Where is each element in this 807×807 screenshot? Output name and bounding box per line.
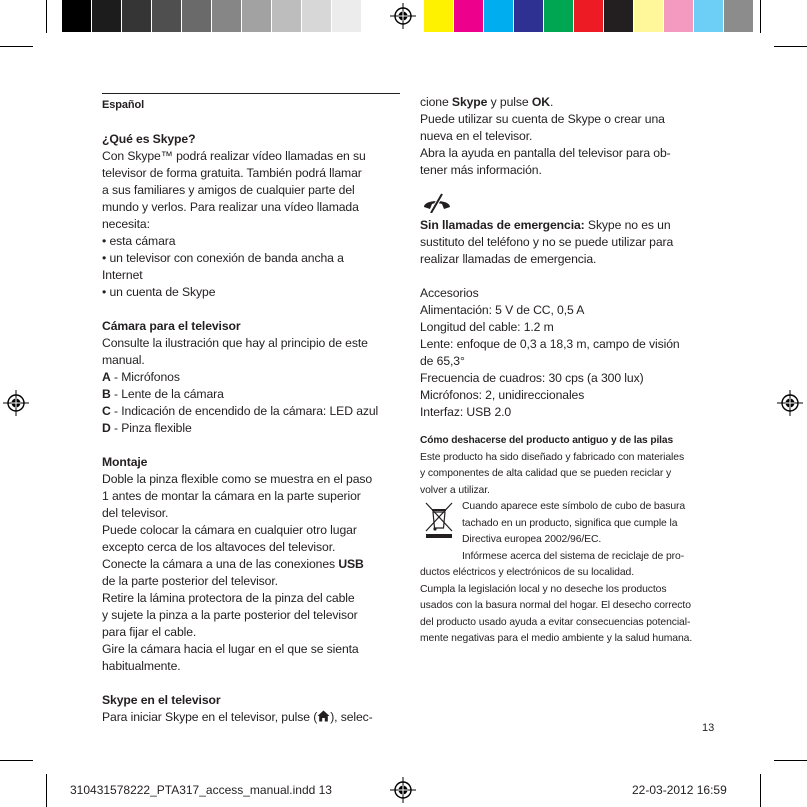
text-line: Micrófonos: 2, unidireccionales bbox=[420, 388, 585, 402]
disposal-title: Cómo deshacerse del producto antiguo y de las pilas bbox=[420, 435, 674, 446]
skype-tv-text: Para iniciar Skype en el televisor, pulse ( bbox=[102, 710, 318, 724]
text-line: Alimentación: 5 V de CC, 0,5 A bbox=[420, 303, 585, 317]
text-line: Interfaz: USB 2.0 bbox=[420, 405, 512, 419]
text-line: para fijar el cable. bbox=[102, 625, 197, 639]
part-item-b bbox=[102, 386, 400, 403]
text-line: de 65,3° bbox=[420, 354, 465, 368]
color-swatch bbox=[544, 0, 574, 32]
ok-label: OK bbox=[531, 95, 550, 109]
text-line: habitualmente. bbox=[102, 659, 181, 673]
section-title-mounting: Montaje bbox=[102, 455, 148, 469]
text-line: Doble la pinza flexible como se muestra en el paso bbox=[102, 472, 373, 486]
skype-tv-text-end: ), selec- bbox=[330, 710, 373, 724]
crop-mark bbox=[760, 0, 761, 33]
part-text: - Indicación de encendido de la cámara: LED azul bbox=[110, 404, 379, 418]
text-line: Directiva europea 2002/96/EC. bbox=[462, 534, 602, 545]
section-mounting-body-a bbox=[102, 471, 400, 556]
color-swatch bbox=[574, 0, 604, 32]
crop-mark bbox=[0, 760, 33, 761]
text-line: Gire la cámara hacia el lugar en el que se sienta bbox=[102, 642, 359, 656]
text-line: excepto cerca de los altavoces del televisor. bbox=[102, 540, 336, 554]
text-line: sustituto del teléfono y no se puede utilizar para bbox=[420, 235, 674, 249]
grayscale-bar bbox=[62, 0, 392, 32]
part-key: D bbox=[102, 421, 111, 435]
text-line: Cumpla la legislación local y no deseche los productos bbox=[420, 583, 667, 595]
color-swatch bbox=[62, 0, 92, 32]
text-line: Este producto ha sido diseñado y fabricado con materiales bbox=[420, 451, 685, 463]
footer-date: 22-03-2012 16:59 bbox=[632, 783, 727, 797]
text-line: Consulte la ilustración que hay al principio de este bbox=[102, 336, 368, 350]
color-swatch bbox=[272, 0, 302, 32]
crop-mark bbox=[46, 774, 47, 807]
part-text: - Lente de la cámara bbox=[110, 387, 224, 401]
color-swatch bbox=[484, 0, 514, 32]
usb-line-text: Conecte la cámara a una de las conexiones bbox=[102, 557, 339, 571]
text-line: tener más información. bbox=[420, 163, 542, 177]
text: y pulse bbox=[487, 95, 532, 109]
color-swatch bbox=[664, 0, 694, 32]
text-line: y componentes de alta calidad que se pueden reciclar y bbox=[420, 468, 672, 479]
text-line: Internet bbox=[102, 268, 143, 282]
registration-mark-icon bbox=[390, 3, 416, 29]
disposal-icon-block bbox=[420, 499, 720, 565]
text-line: a sus familiares y amigos de cualquier parte del bbox=[102, 183, 355, 197]
registration-mark-icon bbox=[3, 390, 29, 416]
color-swatch bbox=[514, 0, 544, 32]
registration-mark-icon bbox=[777, 390, 803, 416]
section-title-what-is-skype: ¿Qué es Skype? bbox=[102, 132, 196, 146]
text-line: realizar llamadas de emergencia. bbox=[420, 252, 597, 266]
skype-select-line bbox=[420, 94, 720, 111]
usb-label: USB bbox=[338, 557, 364, 571]
section-title-skype-tv: Skype en el televisor bbox=[102, 693, 221, 707]
text-line: del producto usado ayuda a evitar consecuencias potencial- bbox=[420, 616, 691, 628]
text-line: Abra la ayuda en pantalla del televisor para ob- bbox=[420, 146, 671, 160]
part-text: - Micrófonos bbox=[110, 370, 180, 384]
text-line: manual. bbox=[102, 353, 145, 367]
language-label: Español bbox=[102, 99, 145, 111]
part-key: B bbox=[102, 387, 111, 401]
color-swatch bbox=[152, 0, 182, 32]
text-line: mundo y verlos. Para realizar una vídeo llamada bbox=[102, 200, 359, 214]
crop-mark bbox=[774, 760, 807, 761]
part-key: A bbox=[102, 370, 111, 384]
text-line: Cuando aparece este símbolo de cubo de basura bbox=[462, 501, 686, 512]
skype-tv-continued bbox=[420, 111, 720, 179]
part-text: - Pinza flexible bbox=[110, 421, 192, 435]
emergency-line bbox=[420, 217, 720, 234]
color-swatch bbox=[122, 0, 152, 32]
part-item-d bbox=[102, 420, 400, 437]
footer-filename: 310431578222_PTA317_access_manual.indd 13 bbox=[70, 783, 332, 797]
text-line: Con Skype™ podrá realizar vídeo llamadas en su bbox=[102, 149, 366, 163]
text-line: • esta cámara bbox=[102, 234, 176, 248]
disposal-icon-text bbox=[462, 499, 720, 565]
text-line: necesita: bbox=[102, 217, 150, 231]
text-line: mente negativas para el medio ambiente y la salud humana. bbox=[420, 633, 693, 644]
part-item-a bbox=[102, 369, 400, 386]
text-line: 1 antes de montar la cámara en la parte superior bbox=[102, 489, 361, 503]
section-camera-body bbox=[102, 335, 400, 369]
section-mounting-body-b bbox=[102, 573, 400, 675]
part-key: C bbox=[102, 404, 111, 418]
color-swatch bbox=[362, 0, 392, 32]
text-line: Frecuencia de cuadros: 30 cps (a 300 lux) bbox=[420, 371, 644, 385]
color-swatch bbox=[634, 0, 664, 32]
text-line: Longitud del cable: 1.2 m bbox=[420, 320, 554, 334]
color-swatch bbox=[604, 0, 634, 32]
color-swatch bbox=[92, 0, 122, 32]
accessories-body bbox=[420, 302, 720, 421]
usb-line bbox=[102, 556, 400, 573]
text-line: Infórmese acerca del sistema de reciclaje de pro- bbox=[462, 550, 685, 562]
skype-label: Skype bbox=[451, 95, 488, 109]
text-line: usados con la basura normal del hogar. El desecho correcto bbox=[420, 600, 691, 611]
accessories-title: Accesorios bbox=[420, 286, 479, 300]
text-line: volver a utilizar. bbox=[420, 484, 490, 496]
text-line: del televisor. bbox=[102, 506, 169, 520]
color-swatch bbox=[302, 0, 332, 32]
crossed-bin-icon bbox=[424, 501, 454, 539]
color-swatch bbox=[182, 0, 212, 32]
text: cione bbox=[420, 95, 452, 109]
section-title-camera: Cámara para el televisor bbox=[102, 319, 241, 333]
text: Skype no es un bbox=[584, 218, 671, 232]
emergency-body bbox=[420, 234, 720, 268]
language-rule bbox=[102, 93, 400, 94]
text-line: Puede colocar la cámara en cualquier otro lugar bbox=[102, 523, 357, 537]
color-swatch bbox=[424, 0, 454, 32]
text-line: de la parte posterior del televisor. bbox=[102, 574, 278, 588]
crop-mark bbox=[0, 46, 33, 47]
right-column bbox=[420, 94, 720, 648]
crop-mark bbox=[760, 774, 761, 807]
emergency-label: Sin llamadas de emergencia: bbox=[420, 218, 585, 232]
text: . bbox=[549, 95, 554, 109]
color-swatch bbox=[242, 0, 272, 32]
home-icon bbox=[317, 710, 330, 722]
text-line: tachado en un producto, significa que cumple la bbox=[462, 517, 678, 529]
color-swatch bbox=[454, 0, 484, 32]
color-swatch bbox=[332, 0, 362, 32]
no-phone-icon bbox=[422, 193, 452, 213]
section-what-is-skype-body bbox=[102, 148, 400, 301]
text-line: ductos eléctricos y electrónicos de su localidad. bbox=[420, 567, 634, 578]
disposal-body-a bbox=[420, 450, 720, 500]
text-line: nueva en el televisor. bbox=[420, 129, 533, 143]
color-bar bbox=[424, 0, 754, 32]
left-column bbox=[102, 93, 400, 726]
disposal-body-b bbox=[420, 565, 720, 648]
registration-mark-icon bbox=[390, 777, 416, 803]
crop-mark bbox=[46, 0, 47, 33]
text-line: Lente: enfoque de 0,3 a 18,3 m, campo de visión bbox=[420, 337, 680, 351]
text-line: • un televisor con conexión de banda ancha a bbox=[102, 251, 344, 265]
skype-tv-line bbox=[102, 709, 400, 726]
text-line: y sujete la pinza a la parte posterior del televisor bbox=[102, 608, 358, 622]
text-line: • un cuenta de Skype bbox=[102, 285, 216, 299]
text-line: televisor de forma gratuita. También podrá llamar bbox=[102, 166, 362, 180]
text-line: Retire la lámina protectora de la pinza del cable bbox=[102, 591, 355, 605]
color-swatch bbox=[694, 0, 724, 32]
text-line: Puede utilizar su cuenta de Skype o crear una bbox=[420, 112, 665, 126]
page-number: 13 bbox=[702, 722, 715, 734]
color-swatch bbox=[212, 0, 242, 32]
color-swatch bbox=[724, 0, 754, 32]
part-item-c bbox=[102, 403, 400, 420]
crop-mark bbox=[774, 46, 807, 47]
